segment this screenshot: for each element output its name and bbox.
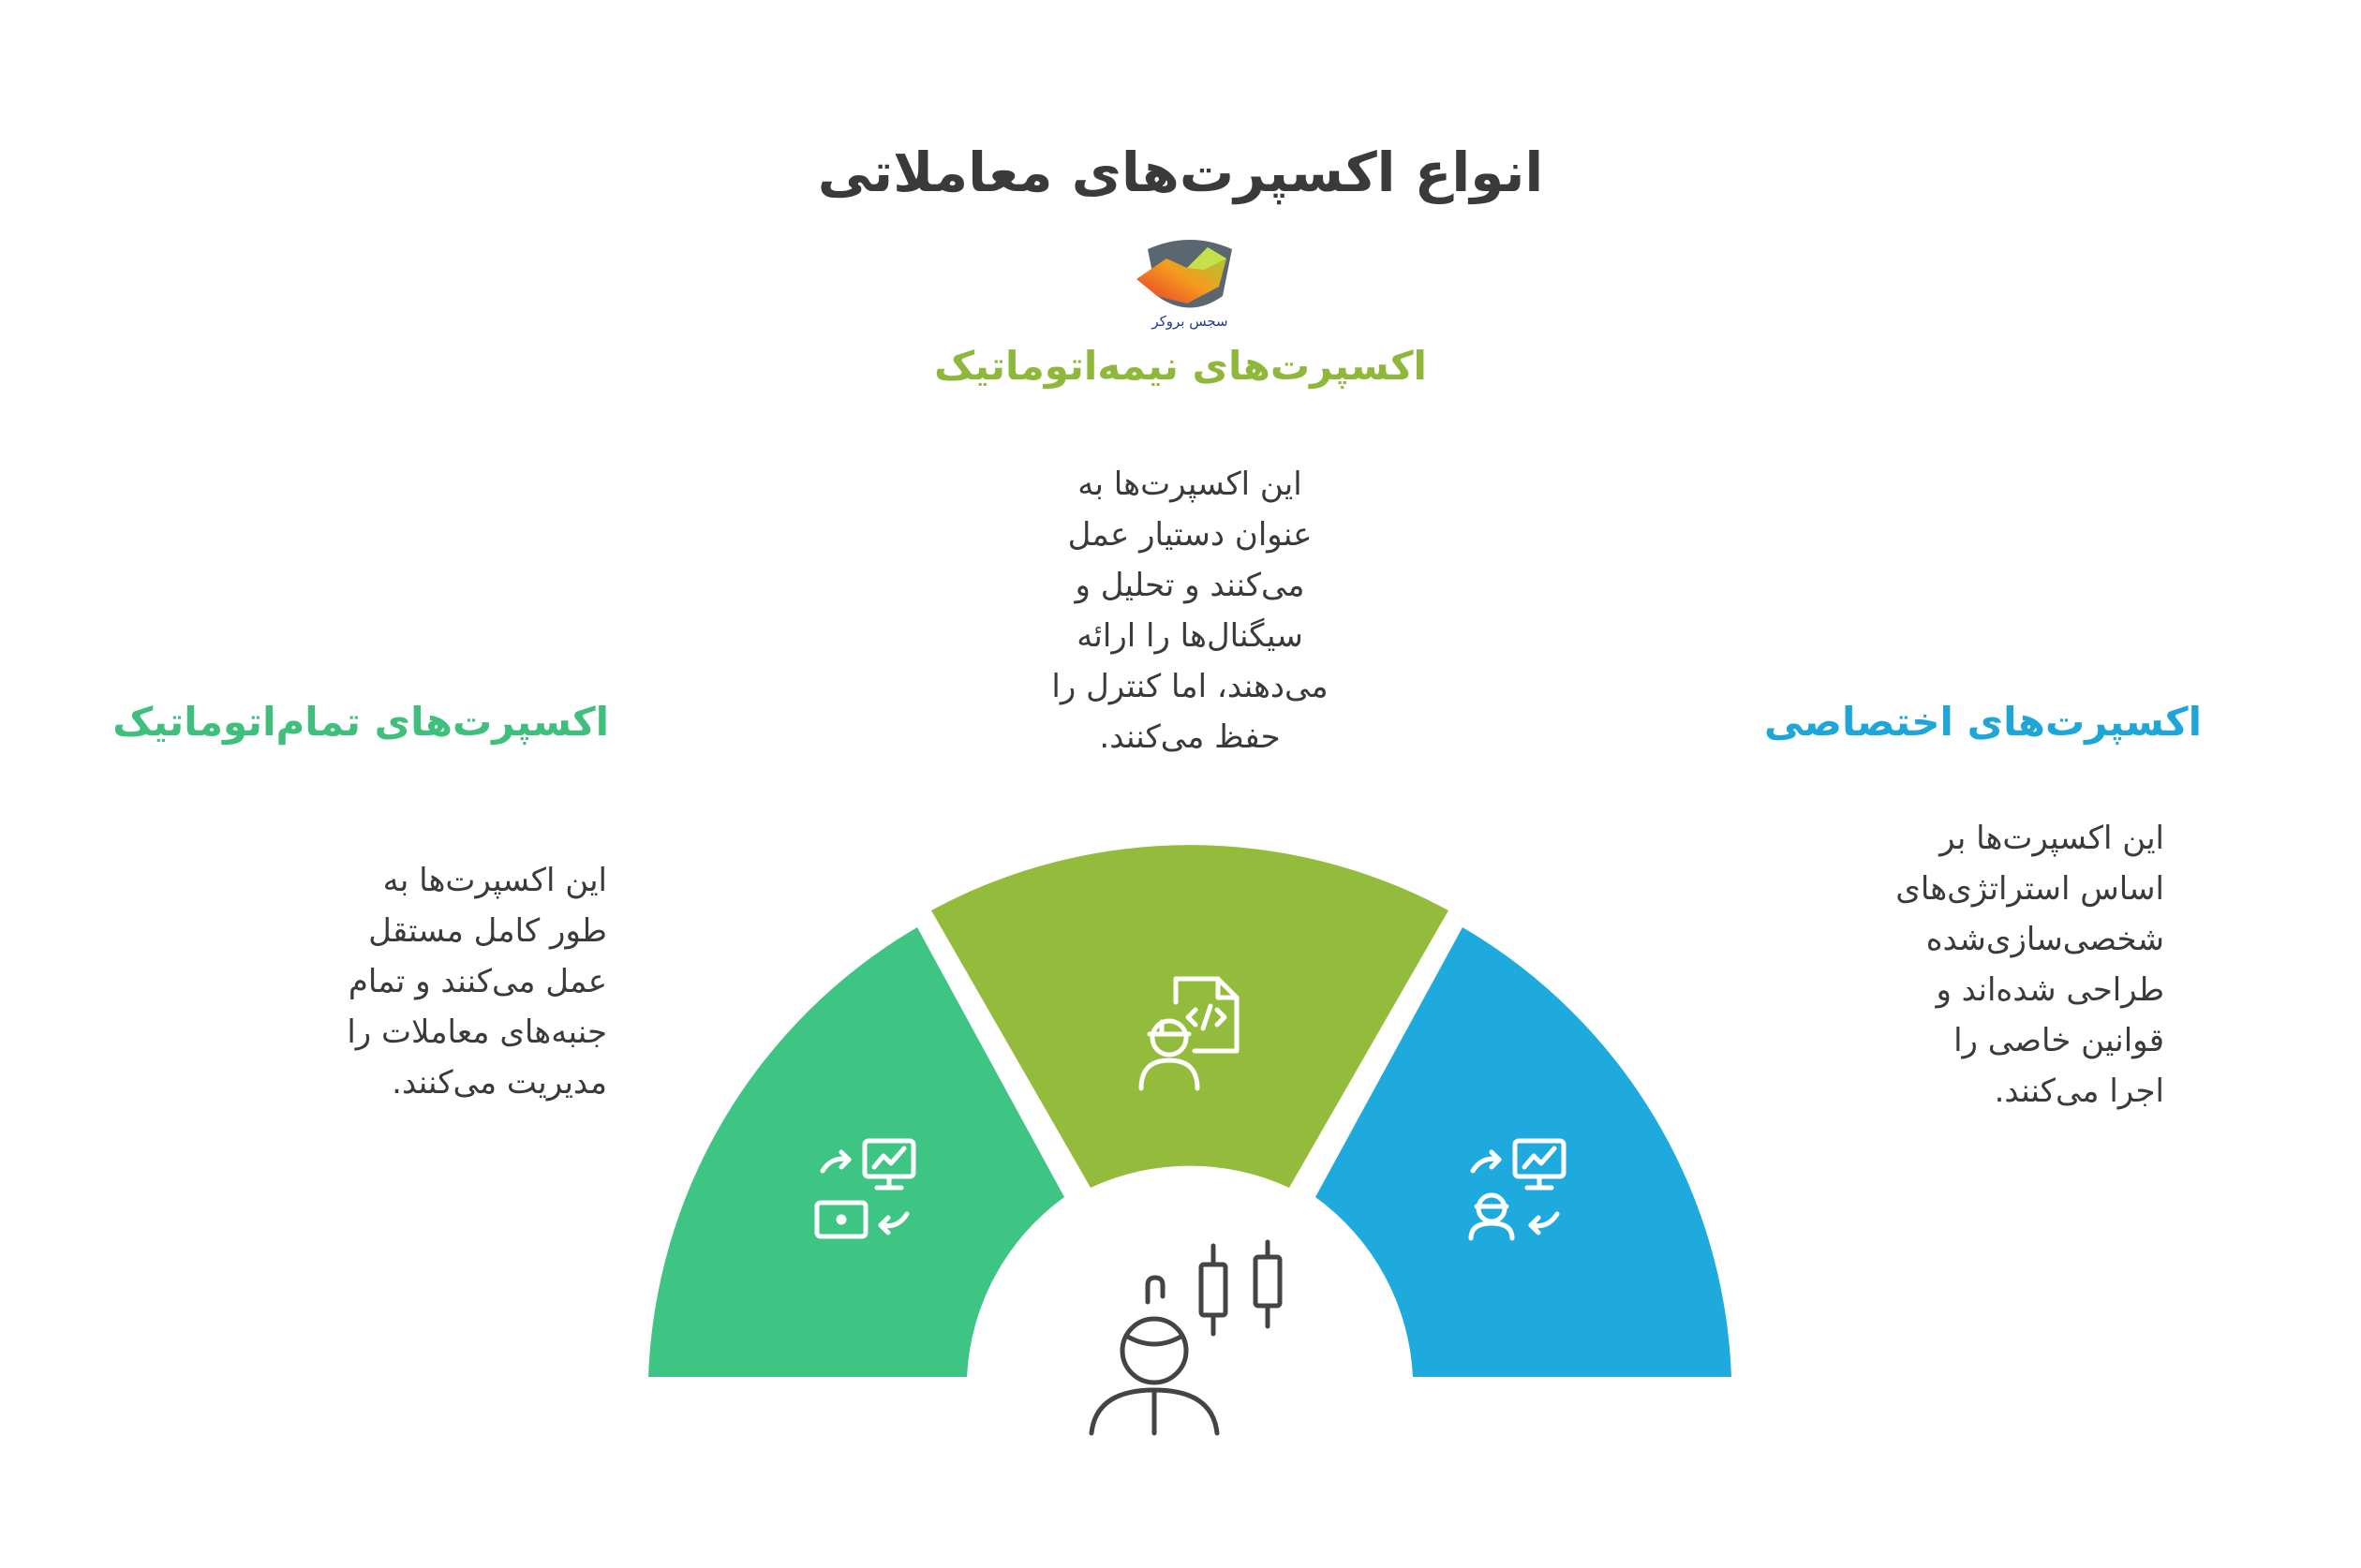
description-line: جنبه‌های معاملات را bbox=[347, 1013, 607, 1051]
custom-heading: اکسپرت‌های اختصاصی bbox=[1763, 699, 2202, 745]
description-line: عمل می‌کنند و تمام bbox=[348, 963, 607, 1000]
description-line: این اکسپرت‌ها به bbox=[1077, 466, 1302, 503]
full-auto-heading: اکسپرت‌های تمام‌اتوماتیک bbox=[112, 699, 609, 745]
description-line: عنوان دستیار عمل bbox=[1067, 516, 1313, 554]
description-line: طراحی شده‌اند و bbox=[1936, 971, 2164, 1009]
logo-caption: سجس بروکر bbox=[1151, 313, 1228, 330]
description-line: سیگنال‌ها را ارائه bbox=[1077, 617, 1303, 655]
description-line: طور کامل مستقل bbox=[368, 912, 607, 950]
semi-auto-heading: اکسپرت‌های نیمه‌اتوماتیک bbox=[934, 343, 1427, 389]
description-line: شخصی‌سازی‌شده bbox=[1925, 921, 2164, 958]
description-line: مدیریت می‌کنند. bbox=[392, 1064, 607, 1102]
description-line: این اکسپرت‌ها بر bbox=[1939, 820, 2164, 857]
description-line: این اکسپرت‌ها به bbox=[382, 862, 607, 899]
description-line: می‌کنند و تحلیل و bbox=[1075, 567, 1305, 604]
description-line: می‌دهند، اما کنترل را bbox=[1051, 668, 1329, 705]
description-line: اجرا می‌کنند. bbox=[1994, 1072, 2164, 1110]
description-line: حفظ می‌کنند. bbox=[1099, 718, 1281, 756]
page-title: انواع اکسپرت‌های معاملاتی bbox=[817, 141, 1544, 204]
description-line: اساس استراتژی‌های bbox=[1895, 870, 2164, 908]
description-line: قوانین خاصی را bbox=[1953, 1022, 2164, 1059]
trader-candlestick-icon bbox=[1091, 1242, 1280, 1433]
